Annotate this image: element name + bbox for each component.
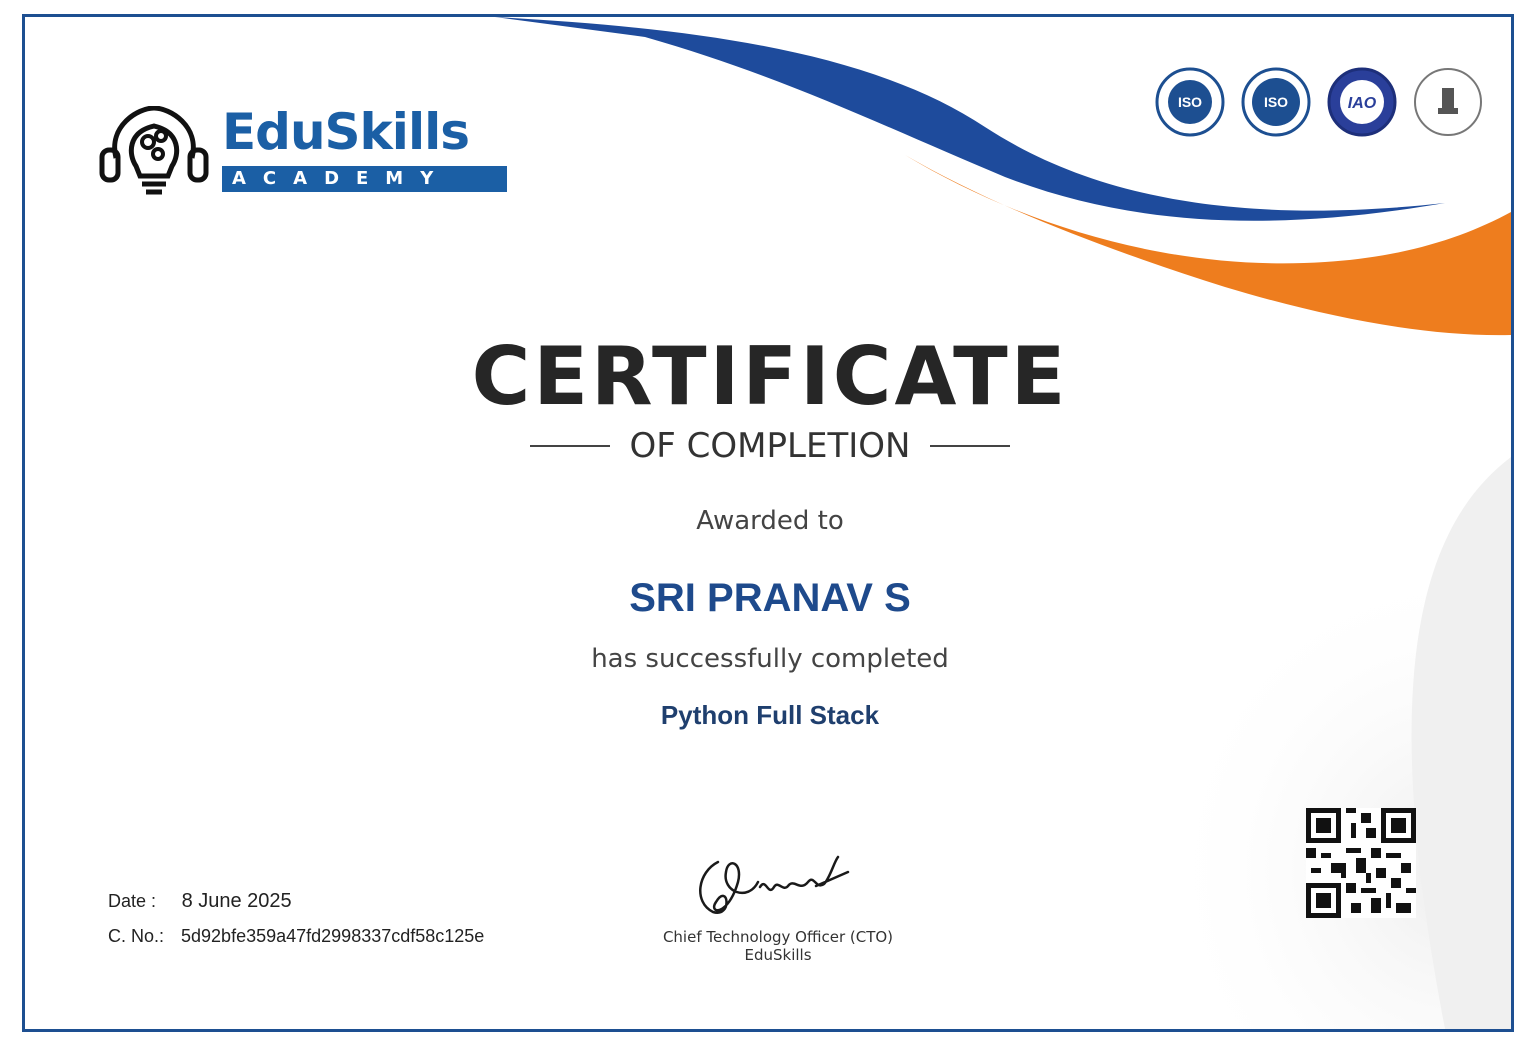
signatory-org: EduSkills bbox=[744, 946, 812, 964]
signature-image bbox=[688, 842, 868, 922]
subtitle-rule-left bbox=[530, 445, 610, 447]
iso-certified-badge bbox=[1240, 66, 1312, 138]
certificate-number-value: 5d92bfe359a47fd2998337cdf58c125e bbox=[181, 926, 485, 946]
logo-subtitle: ACADEMY bbox=[222, 166, 507, 192]
badge-iao-text: IAO bbox=[1347, 95, 1377, 112]
date-row bbox=[108, 890, 292, 913]
awarded-to-label: Awarded to bbox=[696, 506, 844, 536]
logo-wordmark: EduSkills bbox=[222, 103, 469, 161]
orange-wave bbox=[905, 155, 1511, 335]
certificate-subtitle: OF COMPLETION bbox=[629, 426, 911, 466]
subtitle-row bbox=[0, 426, 1540, 466]
completion-statement: has successfully completed bbox=[591, 644, 949, 674]
signatory-role: Chief Technology Officer (CTO) bbox=[662, 928, 894, 946]
iso-9001-certified-badge bbox=[1154, 66, 1226, 138]
recipient-name: SRI PRANAV S bbox=[629, 576, 911, 620]
certificate-number-label: C. No.: bbox=[108, 926, 165, 946]
government-emblem-badge bbox=[1412, 66, 1484, 138]
accreditation-badges bbox=[1150, 66, 1490, 142]
eduskills-logo bbox=[98, 103, 518, 198]
verification-qr-code[interactable] bbox=[1306, 808, 1416, 918]
badge-iso-text-1: ISO bbox=[1177, 94, 1203, 110]
signatory-caption bbox=[0, 928, 1540, 964]
iao-badge bbox=[1326, 66, 1398, 138]
date-value: 8 June 2025 bbox=[181, 890, 292, 912]
bulb-headphones-icon bbox=[98, 106, 210, 198]
certificate-title: CERTIFICATE bbox=[471, 330, 1069, 423]
date-label: Date : bbox=[108, 891, 157, 911]
subtitle-rule-right bbox=[930, 445, 1010, 447]
badge-iso-text-2: ISO bbox=[1263, 94, 1289, 110]
course-name: Python Full Stack bbox=[660, 700, 880, 730]
